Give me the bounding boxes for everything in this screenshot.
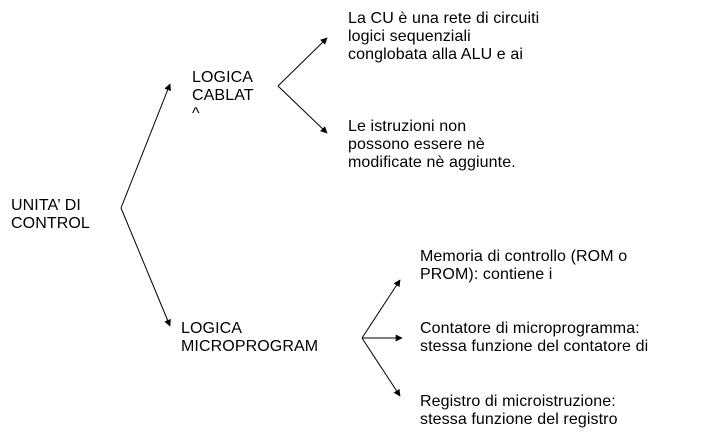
- note-cu-line-3: conglobata alla ALU e ai: [348, 46, 523, 63]
- note-istruzioni-line-3: modificate nè aggiunte.: [348, 154, 516, 171]
- branch-node-logica-cablata: [192, 69, 272, 123]
- micro-line-1: LOGICA: [181, 320, 243, 337]
- arrow-micro-to-note-memoria: [362, 280, 400, 338]
- root-node-unita-di-controllo: [11, 197, 121, 237]
- note-memoria-line-1: Memoria di controllo (ROM o: [420, 248, 628, 265]
- note-memoria-line-2: PROM): contiene i: [420, 266, 553, 283]
- root-line-1: UNITA’ DI: [11, 197, 81, 214]
- arrow-cablata-to-note-istruzioni: [278, 86, 327, 133]
- arrow-cablata-to-note-cu: [278, 38, 327, 86]
- note-cu-rete-circuiti: [348, 10, 648, 68]
- note-registro-line-2: stessa funzione del registro: [420, 411, 618, 428]
- branch-node-logica-microprogrammata: [181, 320, 341, 360]
- note-cu-line-1: La CU è una rete di circuiti: [348, 10, 540, 27]
- note-contatore-microprogramma: [420, 320, 705, 360]
- arrow-root-to-cablata: [121, 84, 170, 208]
- note-memoria-di-controllo: [420, 248, 705, 294]
- note-registro-microistruzione: [420, 393, 705, 441]
- cablata-line-2: CABLAT: [192, 87, 254, 104]
- arrow-root-to-microprogrammata: [121, 208, 170, 326]
- micro-line-2: MICROPROGRAM: [181, 338, 319, 355]
- cablata-line-3: ^: [192, 105, 200, 122]
- note-istruzioni-line-2: possono essere nè: [348, 136, 485, 153]
- note-registro-line-1: Registro di microistruzione:: [420, 393, 616, 410]
- cablata-line-1: LOGICA: [192, 69, 254, 86]
- note-cu-line-2: logici sequenziali: [348, 28, 471, 45]
- note-contatore-line-1: Contatore di microprogramma:: [420, 320, 640, 337]
- note-istruzioni-non-modificabili: [348, 118, 648, 178]
- arrow-micro-to-note-registro: [362, 338, 400, 396]
- note-contatore-line-2: stessa funzione del contatore di: [420, 338, 649, 355]
- note-istruzioni-line-1: Le istruzioni non: [348, 118, 467, 135]
- root-line-2: CONTROL: [11, 215, 90, 232]
